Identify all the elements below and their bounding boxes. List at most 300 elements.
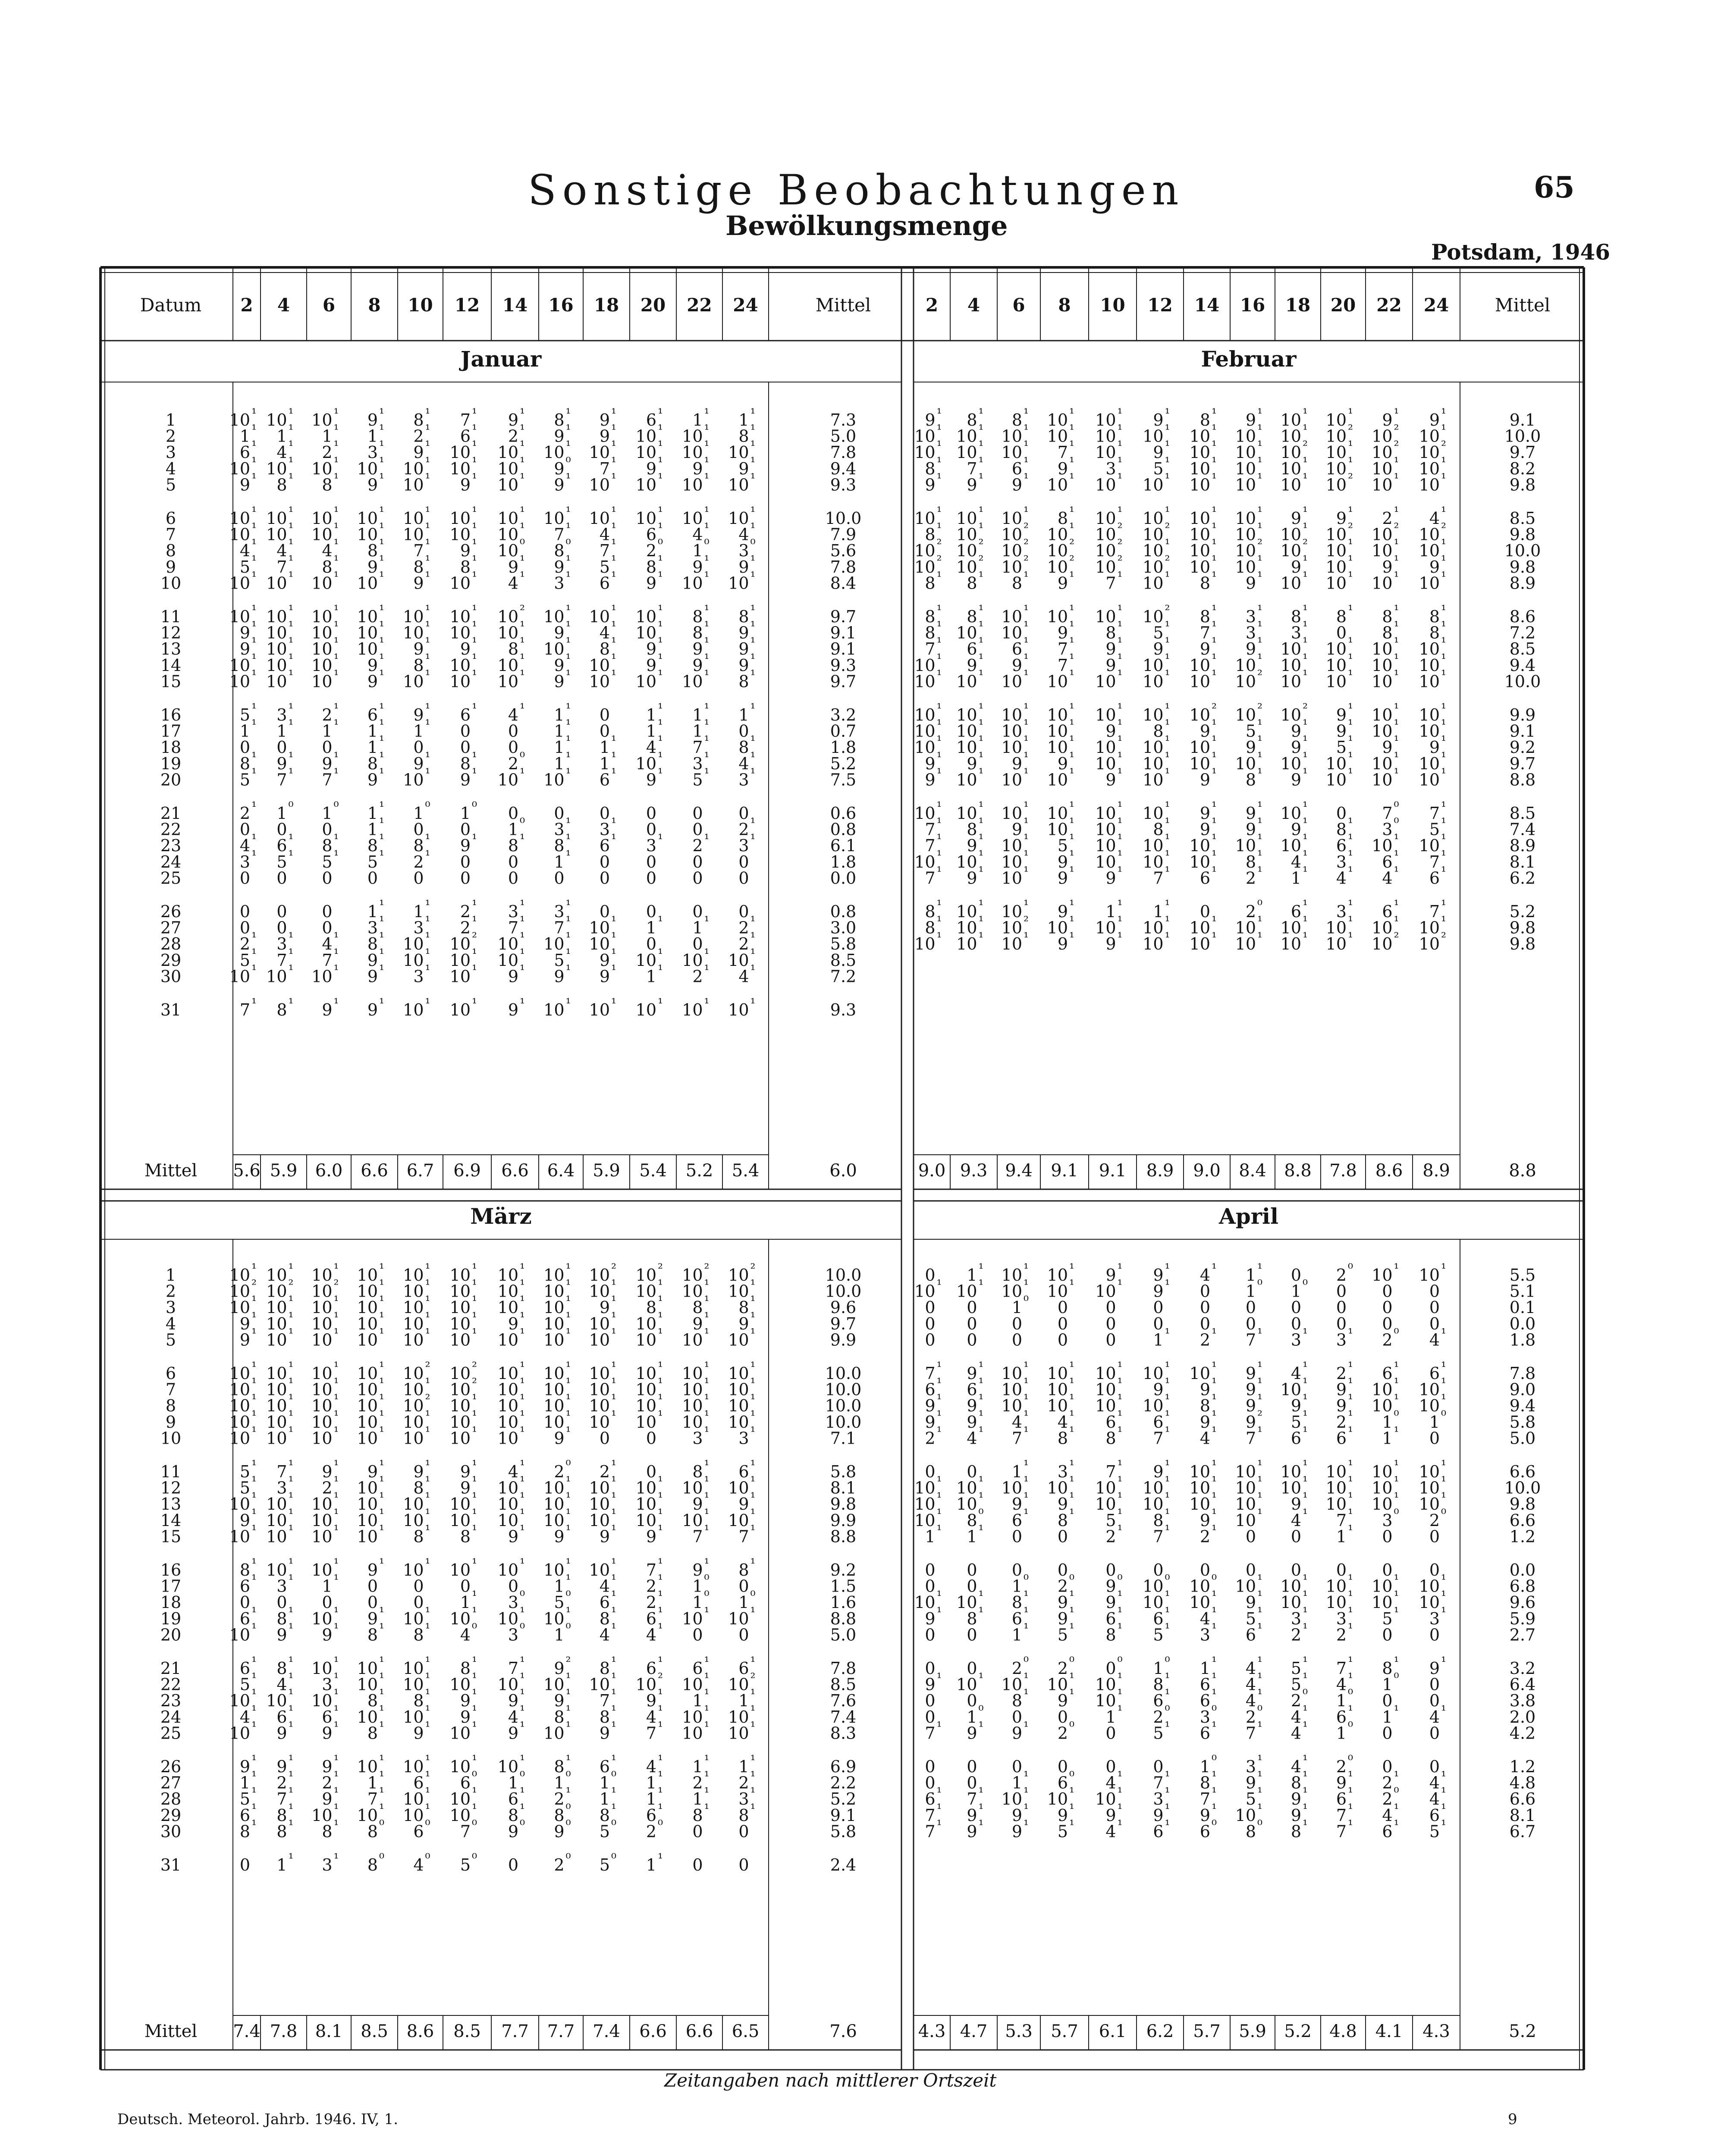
cloud-value-sup: ¹ <box>611 439 617 454</box>
cloud-value-sup: ¹ <box>565 1604 571 1620</box>
hour-header: 2 <box>925 295 939 316</box>
cloud-value: 4 <box>508 573 518 593</box>
cloud-value: 10 <box>266 1330 287 1350</box>
cloud-value-sup: ¹ <box>750 1785 756 1801</box>
cloud-value-sup: ¹ <box>520 832 525 847</box>
cloud-value-sup: ¹ <box>251 766 257 781</box>
cloud-value: 1 <box>367 902 378 921</box>
cloud-value: 0 <box>692 902 703 921</box>
cloud-value: 1 <box>599 754 610 773</box>
cloud-value-sup: ² <box>1117 537 1123 552</box>
cloud-value: 7 <box>646 1561 656 1579</box>
cloud-value: 9 <box>1245 411 1256 429</box>
cloud-value: 8 <box>276 1000 287 1019</box>
daily-mean: 10.0 <box>1504 672 1541 691</box>
cloud-value: 10 <box>403 934 424 954</box>
cloud-value: 10 <box>229 1495 250 1514</box>
cloud-value: 2 <box>692 836 703 856</box>
daily-mean: 7.3 <box>830 411 857 429</box>
cloud-value: 10 <box>543 1000 565 1019</box>
cloud-value: 5 <box>1382 1609 1393 1628</box>
cloud-value: 10 <box>1280 573 1301 593</box>
cloud-value: 10 <box>266 411 287 429</box>
cloud-value: 8 <box>367 1691 378 1711</box>
cloud-value: 2 <box>1057 1576 1068 1596</box>
cloud-value: 10 <box>1047 1364 1068 1383</box>
cloud-value: 9 <box>1105 639 1116 659</box>
cloud-value: 0 <box>738 1625 749 1645</box>
daily-mean: 0.7 <box>830 721 857 741</box>
cloud-value: 3 <box>1336 852 1347 871</box>
cloud-value-sup: ¹ <box>704 962 710 978</box>
day-number: 27 <box>160 918 182 937</box>
cloud-value-sup: ¹ <box>565 569 571 585</box>
cloud-value: 9 <box>925 1609 936 1628</box>
hour-header: 22 <box>687 295 712 316</box>
cloud-value: 3 <box>1336 902 1347 921</box>
cloud-value: 0 <box>1382 1314 1393 1333</box>
daily-mean: 8.5 <box>830 950 857 970</box>
cloud-value: 0 <box>692 868 703 888</box>
cloud-value: 10 <box>1419 541 1440 561</box>
cloud-value: 10 <box>311 459 333 478</box>
cloud-value-sup: ¹ <box>704 1392 710 1407</box>
cloud-value-sup: ¹ <box>1348 505 1353 520</box>
daily-mean: 10.0 <box>1504 541 1541 561</box>
cloud-value-sup: ¹ <box>1394 619 1399 634</box>
cloud-value: 8 <box>967 1510 977 1530</box>
cloud-value-sup: ¹ <box>1069 848 1075 863</box>
cloud-value-sup: ¹ <box>704 946 710 962</box>
cloud-value: 10 <box>635 443 656 462</box>
cloud-value: 10 <box>543 639 565 659</box>
cloud-value-sup: ¹ <box>472 1490 477 1506</box>
cloud-value: 10 <box>1235 541 1256 561</box>
daily-mean: 9.1 <box>830 639 857 659</box>
cloud-value-sup: ¹ <box>425 1655 430 1670</box>
cloud-value-sup: ¹ <box>704 553 710 568</box>
cloud-value-sup: ¹ <box>425 505 430 520</box>
cloud-value: 10 <box>497 1412 518 1432</box>
cloud-value: 9 <box>367 655 378 675</box>
cloud-value-sup: ¹ <box>1257 505 1263 520</box>
cloud-value-sup: ¹ <box>333 1655 339 1670</box>
cloud-value-sup: ¹ <box>936 439 942 454</box>
cloud-value: 6 <box>276 836 287 856</box>
cloud-value-sup: ¹ <box>472 1326 477 1341</box>
cloud-value-sup: ¹ <box>520 1408 525 1423</box>
cloud-value-sup: ¹ <box>425 422 430 438</box>
cloud-value-sup: ¹ <box>1165 930 1170 946</box>
cloud-value: 8 <box>1382 1659 1393 1678</box>
day-number: 2 <box>165 426 176 446</box>
cloud-value: 3 <box>508 1625 518 1645</box>
cloud-value-sup: ⁰ <box>520 749 525 765</box>
day-number: 25 <box>160 1724 182 1743</box>
cloud-value-sup: ¹ <box>520 569 525 585</box>
cloud-value-sup: ¹ <box>1165 1490 1170 1506</box>
cloud-value-sup: ¹ <box>658 1589 663 1604</box>
cloud-value: 0 <box>1057 1527 1068 1546</box>
cloud-value-sup: ¹ <box>978 651 984 667</box>
cloud-value-sup: ¹ <box>425 1785 430 1801</box>
cloud-value: 3 <box>554 902 565 921</box>
hour-mean: 6.6 <box>639 2021 667 2041</box>
cloud-value-sup: ¹ <box>333 930 339 946</box>
daily-mean: 8.3 <box>830 1724 857 1743</box>
cloud-value: 9 <box>508 967 518 986</box>
cloud-value-sup: ² <box>936 537 942 552</box>
daily-mean: 5.8 <box>1509 1412 1536 1432</box>
cloud-value: 8 <box>1429 607 1440 626</box>
cloud-value: 8 <box>1429 623 1440 642</box>
cloud-value: 10 <box>589 1561 610 1579</box>
cloud-value: 6 <box>738 1462 749 1481</box>
day-number: 16 <box>160 1561 182 1579</box>
day-number: 14 <box>160 655 182 675</box>
cloud-value: 10 <box>635 1000 656 1019</box>
cloud-value-sup: ¹ <box>611 1474 617 1489</box>
cloud-value: 2 <box>646 1593 656 1612</box>
cloud-value-sup: ¹ <box>251 619 257 634</box>
cloud-value-sup: ¹ <box>1348 914 1353 929</box>
cloud-value: 10 <box>403 1282 424 1301</box>
cloud-value: 10 <box>497 770 518 790</box>
cloud-value-sup: ¹ <box>379 799 385 815</box>
cloud-value-sup: ⁰ <box>611 1769 617 1784</box>
cloud-value: 10 <box>266 1510 287 1530</box>
day-number: 6 <box>165 509 176 528</box>
cloud-value-sup: ¹ <box>333 1392 339 1407</box>
cloud-value-sup: ¹ <box>1303 1655 1308 1670</box>
cloud-value-sup: ¹ <box>978 766 984 781</box>
cloud-value-sup: ¹ <box>288 996 294 1011</box>
cloud-value-sup: ¹ <box>658 1769 663 1784</box>
cloud-value: 10 <box>635 1330 656 1350</box>
cloud-value: 9 <box>1245 573 1256 593</box>
cloud-value-sup: ⁰ <box>1394 1326 1399 1341</box>
cloud-value: 5 <box>1057 1625 1068 1645</box>
cloud-value-sup: ¹ <box>288 1703 294 1718</box>
cloud-value: 9 <box>692 1561 703 1579</box>
cloud-value-sup: ¹ <box>1303 1719 1308 1735</box>
cloud-value: 7 <box>276 1789 287 1809</box>
cloud-value: 8 <box>1153 721 1164 741</box>
cloud-value-sup: ¹ <box>565 815 571 831</box>
cloud-value: 10 <box>1189 509 1210 528</box>
cloud-value-sup: ¹ <box>936 848 942 863</box>
cloud-value: 10 <box>635 1478 656 1498</box>
cloud-value-sup: ⁰ <box>1394 1506 1399 1522</box>
cloud-value-sup: ¹ <box>288 553 294 568</box>
cloud-value: 10 <box>1280 426 1301 446</box>
cloud-value: 10 <box>1419 1495 1440 1514</box>
cloud-value: 10 <box>229 509 250 528</box>
cloud-value-sup: ¹ <box>520 1687 525 1702</box>
cloud-value: 10 <box>1325 541 1347 561</box>
cloud-value: 10 <box>357 1429 378 1448</box>
cloud-value-sup: ¹ <box>379 553 385 568</box>
cloud-value: 6 <box>413 1822 424 1841</box>
cloud-value: 0 <box>967 1298 977 1317</box>
cloud-value: 5 <box>1291 1659 1301 1678</box>
cloud-value-sup: ¹ <box>379 815 385 831</box>
cloud-value-sup: ¹ <box>1165 815 1170 831</box>
cloud-value-sup: ¹ <box>379 1474 385 1489</box>
cloud-value-sup: ¹ <box>1348 1703 1353 1718</box>
day-number: 8 <box>165 1396 176 1416</box>
cloud-value: 4 <box>646 738 656 757</box>
cloud-value-sup: ¹ <box>750 1769 756 1784</box>
cloud-value: 9 <box>554 623 565 642</box>
cloud-value: 9 <box>1336 1396 1347 1416</box>
cloud-value: 10 <box>1325 655 1347 675</box>
cloud-value: 6 <box>1336 1789 1347 1809</box>
cloud-value: 4 <box>460 1625 471 1645</box>
cloud-value-sup: ¹ <box>379 505 385 520</box>
cloud-value: 10 <box>1095 411 1116 429</box>
cloud-value: 8 <box>1199 607 1210 626</box>
cloud-value: 4 <box>738 754 749 773</box>
cloud-value-sup: ¹ <box>472 1424 477 1440</box>
cloud-value: 10 <box>403 525 424 544</box>
cloud-value: 8 <box>692 1298 703 1317</box>
cloud-value: 1 <box>967 1527 977 1546</box>
cloud-value: 8 <box>322 475 333 495</box>
cloud-value: 10 <box>266 1527 287 1546</box>
cloud-value-sup: ¹ <box>251 1424 257 1440</box>
cloud-value: 10 <box>1280 1593 1301 1612</box>
cloud-value-sup: ² <box>1441 439 1447 454</box>
cloud-value-sup: ¹ <box>251 1506 257 1522</box>
cloud-value: 6 <box>646 1805 656 1825</box>
cloud-value: 9 <box>413 754 424 773</box>
daily-mean: 1.5 <box>830 1576 857 1596</box>
cloud-value-sup: ¹ <box>611 1523 617 1538</box>
cloud-value: 8 <box>508 639 518 659</box>
cloud-value-sup: ¹ <box>1117 505 1123 520</box>
cloud-value: 8 <box>276 1609 287 1628</box>
cloud-value: 2 <box>1245 868 1256 888</box>
cloud-value: 5 <box>1336 738 1347 757</box>
cloud-value: 0 <box>239 738 250 757</box>
cloud-value-sup: ¹ <box>1117 1376 1123 1391</box>
cloud-value: 4 <box>967 1429 977 1448</box>
cloud-value: 0 <box>1153 1298 1164 1317</box>
cloud-value: 8 <box>460 1659 471 1678</box>
cloud-value: 0 <box>1429 1724 1440 1743</box>
cloud-value-sup: ¹ <box>750 946 756 962</box>
cloud-value: 10 <box>497 607 518 626</box>
cloud-value-sup: ¹ <box>611 733 617 749</box>
day-number: 14 <box>160 1510 182 1530</box>
month-name: Februar <box>1201 346 1297 372</box>
cloud-value-sup: ¹ <box>611 569 617 585</box>
cloud-value-sup: ² <box>1303 701 1308 716</box>
cloud-value: 10 <box>497 655 518 675</box>
hour-mean: 5.4 <box>639 1161 667 1181</box>
cloud-value-sup: ¹ <box>1348 1326 1353 1341</box>
cloud-value: 10 <box>728 1412 749 1432</box>
cloud-value-sup: ¹ <box>425 701 430 716</box>
daily-mean: 9.6 <box>1509 1593 1536 1612</box>
cloud-value-sup: ¹ <box>1212 520 1217 536</box>
cloud-value: 10 <box>956 1495 977 1514</box>
cloud-value-sup: ¹ <box>288 1670 294 1686</box>
cloud-value-sup: ¹ <box>379 1523 385 1538</box>
cloud-value-sup: ¹ <box>658 996 663 1011</box>
cloud-value: 1 <box>692 1757 703 1776</box>
cloud-value-sup: ⁰ <box>1069 1769 1075 1784</box>
cloud-value-sup: ¹ <box>1441 1655 1447 1670</box>
cloud-value: 10 <box>1047 770 1068 790</box>
cloud-value-sup: ¹ <box>1117 1261 1123 1276</box>
cloud-value-sup: ⁰ <box>1348 1719 1353 1735</box>
cloud-value: 10 <box>497 541 518 561</box>
cloud-value-sup: ¹ <box>565 1474 571 1489</box>
cloud-value-sup: ¹ <box>565 766 571 781</box>
cloud-value-sup: ¹ <box>1394 667 1399 683</box>
cloud-value: 10 <box>956 426 977 446</box>
cloud-value-sup: ¹ <box>1165 1621 1170 1636</box>
cloud-value-sup: ¹ <box>472 1277 477 1293</box>
cloud-value: 10 <box>589 1330 610 1350</box>
cloud-value-sup: ¹ <box>704 1655 710 1670</box>
cloud-value: 10 <box>589 934 610 954</box>
cloud-value-sup: ¹ <box>750 733 756 749</box>
cloud-value-sup: ¹ <box>1441 815 1447 831</box>
cloud-value: 10 <box>497 1429 518 1448</box>
cloud-value-sup: ¹ <box>1024 1277 1029 1293</box>
cloud-value-sup: ¹ <box>1441 1572 1447 1588</box>
cloud-value-sup: ² <box>1441 520 1447 536</box>
cloud-value-sup: ¹ <box>658 962 663 978</box>
cloud-value: 10 <box>1047 1396 1068 1416</box>
cloud-value-sup: ¹ <box>611 1490 617 1506</box>
cloud-value: 0 <box>413 738 424 757</box>
cloud-value-sup: ¹ <box>251 1719 257 1735</box>
cloud-value: 0 <box>925 1462 936 1481</box>
cloud-value-sup: ² <box>288 1277 294 1293</box>
cloud-value: 10 <box>311 655 333 675</box>
cloud-value-sup: ¹ <box>704 1424 710 1440</box>
cloud-value: 10 <box>1419 770 1440 790</box>
cloud-value: 0 <box>1199 1298 1210 1317</box>
cloud-value: 10 <box>357 1527 378 1546</box>
cloud-value-sup: ¹ <box>520 1801 525 1817</box>
cloud-value-sup: ¹ <box>1024 471 1029 486</box>
cloud-value-sup: ¹ <box>251 749 257 765</box>
cloud-value-sup: ¹ <box>520 520 525 536</box>
cloud-value: 10 <box>1235 655 1256 675</box>
cloud-value-sup: ¹ <box>288 1310 294 1325</box>
cloud-value: 6 <box>239 443 250 462</box>
cloud-value-sup: ¹ <box>379 569 385 585</box>
cloud-value: 9 <box>276 1625 287 1645</box>
cloud-value-sup: ¹ <box>1257 651 1263 667</box>
cloud-value-sup: ¹ <box>1348 1408 1353 1423</box>
cloud-value-sup: ¹ <box>1303 1326 1308 1341</box>
cloud-value-sup: ¹ <box>425 1474 430 1489</box>
cloud-value-sup: ¹ <box>750 1719 756 1735</box>
cloud-value-sup: ¹ <box>936 815 942 831</box>
daily-mean: 2.4 <box>830 1855 857 1874</box>
cloud-value: 6 <box>1336 1429 1347 1448</box>
cloud-value-sup: ¹ <box>936 520 942 536</box>
cloud-value: 6 <box>599 1593 610 1612</box>
cloud-value: 9 <box>1199 721 1210 741</box>
cloud-value-sup: ¹ <box>1394 603 1399 618</box>
cloud-value-sup: ¹ <box>704 717 710 733</box>
cloud-value-sup: ¹ <box>1024 848 1029 863</box>
day-number: 25 <box>160 868 182 888</box>
cloud-value-sup: ¹ <box>333 505 339 520</box>
cloud-value: 9 <box>1199 639 1210 659</box>
daily-mean: 8.4 <box>830 573 857 593</box>
cloud-value: 9 <box>925 411 936 429</box>
cloud-value: 1 <box>367 721 378 741</box>
cloud-value: 7 <box>1153 1429 1164 1448</box>
cloud-value: 9 <box>599 1298 610 1317</box>
cloud-value: 0 <box>925 1314 936 1333</box>
cloud-value: 9 <box>967 475 977 495</box>
cloud-value: 9 <box>367 1609 378 1628</box>
cloud-value: 10 <box>1419 754 1440 773</box>
cloud-value: 10 <box>497 1510 518 1530</box>
cloud-value: 10 <box>1095 1478 1116 1498</box>
cloud-value: 7 <box>1153 868 1164 888</box>
cloud-value: 1 <box>692 541 703 561</box>
cloud-value: 3 <box>1336 1609 1347 1628</box>
cloud-value: 10 <box>229 1429 250 1448</box>
cloud-value: 10 <box>589 672 610 691</box>
cloud-value-sup: ¹ <box>472 701 477 716</box>
cloud-value: 10 <box>589 1396 610 1416</box>
cloud-value-sup: ¹ <box>611 667 617 683</box>
cloud-value-sup: ¹ <box>288 1604 294 1620</box>
cloud-value: 9 <box>646 655 656 675</box>
cloud-value: 0 <box>367 868 378 888</box>
cloud-value: 10 <box>403 509 424 528</box>
cloud-value-sup: ¹ <box>288 537 294 552</box>
cloud-value: 10 <box>1143 557 1164 577</box>
hour-header: 4 <box>967 295 980 316</box>
cloud-value: 8 <box>646 1298 656 1317</box>
cloud-value-sup: ¹ <box>1303 505 1308 520</box>
cloud-value-sup: ¹ <box>520 1670 525 1686</box>
daily-mean: 0.0 <box>1509 1314 1536 1333</box>
cloud-value-sup: ¹ <box>1212 766 1217 781</box>
cloud-value: 10 <box>956 804 977 823</box>
cloud-value: 10 <box>543 1330 565 1350</box>
cloud-value: 9 <box>1291 1495 1301 1514</box>
cloud-value-sup: ¹ <box>1212 832 1217 847</box>
cloud-value: 10 <box>1372 1462 1393 1481</box>
daily-mean: 8.9 <box>1509 836 1536 856</box>
cloud-value-sup: ¹ <box>1441 733 1447 749</box>
cloud-value-sup: ¹ <box>704 1277 710 1293</box>
month-mean: 5.2 <box>1509 2021 1536 2041</box>
cloud-value-sup: ¹ <box>1303 930 1308 946</box>
cloud-value-sup: ¹ <box>425 1506 430 1522</box>
cloud-value-sup: ¹ <box>978 1376 984 1391</box>
cloud-value: 10 <box>1095 557 1116 577</box>
cloud-value: 10 <box>357 1364 378 1383</box>
cloud-value-sup: ¹ <box>936 1670 942 1686</box>
cloud-value-sup: ¹ <box>611 1703 617 1718</box>
cloud-value: 6 <box>239 1805 250 1825</box>
cloud-value-sup: ¹ <box>978 1261 984 1276</box>
